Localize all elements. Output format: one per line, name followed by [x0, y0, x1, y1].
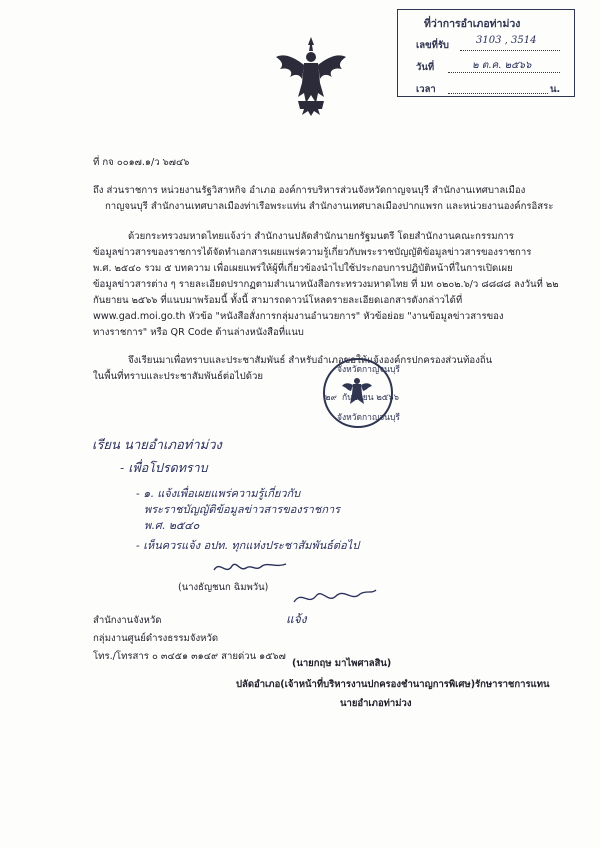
- handwritten-note: เรียน นายอำเภอท่าม่วง: [92, 438, 222, 453]
- seal-date-day: ๒๙: [325, 393, 337, 403]
- time-suffix: น.: [550, 84, 561, 95]
- received-number-value: 3103 , 3514: [476, 35, 537, 46]
- handwritten-note: พ.ศ. ๒๕๔๐: [144, 519, 200, 532]
- body-line: www.gad.moi.go.th หัวข้อ "หนังสือสั่งการกลุ่มงานอำนวยการ" หัวข้อย่อย "งานข้อมูลข่าวสารของ: [93, 311, 504, 322]
- date-label: วันที่: [416, 62, 435, 73]
- handwritten-note: - เพื่อโปรดทราบ: [120, 460, 208, 475]
- officer-title: ปลัดอำเภอ(เจ้าหน้าที่บริหารงานปกครองชำนาญการพิเศษ)รักษาราชการแทน: [236, 679, 550, 690]
- body-line: จึงเรียนมาเพื่อทราบและประชาสัมพันธ์ สำหรับอำเภอขอให้แจ้งองค์กรปกครองส่วนท้องถิ่น: [128, 355, 493, 366]
- seal-bottom-text: จังหวัดกาญจนบุรี: [337, 413, 400, 423]
- recipients-line-2: กาญจนบุรี สำนักงานเทศบาลเมืองท่าเรือพระแท่น สำนักงานเทศบาลเมืองปากแพรก และหน่วยงานองค์กรอิสระ: [105, 201, 554, 212]
- body-line: พ.ศ. ๒๕๔๐ รวม ๕ บทความ เพื่อเผยแพร่ให้ผู้ที่เกี่ยวข้องนำไปใช้ประกอบการปฏิบัติหน้าที่ในการเปิดเผย: [93, 263, 513, 274]
- signature-mark: [210, 556, 290, 578]
- body-line: กันยายน ๒๕๖๖ ที่แนบมาพร้อมนี้ ทั้งนี้ สามารถดาวน์โหลดรายละเอียดเอกสารดังกล่าวได้ที่: [93, 295, 463, 306]
- body-line: ทางราชการ" หรือ QR Code ด้านล่างหนังสือที่แนบ: [93, 327, 304, 338]
- footer-phone: โทร./โทรสาร ๐ ๓๔๕๑ ๓๑๔๙ สายด่วน ๑๕๖๗: [93, 651, 286, 662]
- garuda-emblem-icon: [274, 35, 348, 117]
- recipients-line-1: ถึง ส่วนราชการ หน่วยงานรัฐวิสาหกิจ อำเภอ องค์การบริหารส่วนจังหวัดกาญจนบุรี สำนักงานเทศบาลเมือง: [93, 185, 526, 196]
- officer-name: (นายกฤษ มาไพศาลสิน): [292, 658, 392, 669]
- received-stamp: [397, 9, 575, 97]
- body-line: ข้อมูลข่าวสารของราชการได้จัดทำเอกสารเผยแพร่ความรู้เกี่ยวกับพระราชบัญญัติข้อมูลข่าวสารของราชการ: [93, 247, 532, 258]
- body-line: ข้อมูลข่าวสารต่าง ๆ รายละเอียดปรากฏตามสำเนาหนังสือกระทรวงมหาดไทย ที่ มท ๐๒๐๒.๖/ว ๘๘๘๘ ลงวันที่ ๒๒: [93, 279, 559, 290]
- officer-position: นายอำเภอท่าม่วง: [340, 698, 412, 709]
- received-number-label: เลขที่รับ: [416, 40, 449, 51]
- date-value: ๒ ต.ค. ๒๕๖๖: [472, 60, 532, 71]
- stamp-title: ที่ว่าการอำเภอท่าม่วง: [424, 18, 521, 30]
- handwritten-note: พระราชบัญญัติข้อมูลข่าวสารของราชการ: [144, 503, 341, 516]
- officer-signature-mark: [290, 584, 380, 608]
- footer-office: สำนักงานจังหวัด: [93, 615, 162, 626]
- body-line: ในพื้นที่ทราบและประชาสัมพันธ์ต่อไปด้วย: [93, 371, 263, 382]
- footer-division: กลุ่มงานศูนย์ดำรงธรรมจังหวัด: [93, 633, 219, 644]
- handwritten-note: - เห็นควรแจ้ง อปท. ทุกแห่งประชาสัมพันธ์ต่อไป: [136, 539, 360, 552]
- seal-top-text: จังหวัดกาญจนบุรี: [337, 365, 400, 375]
- time-label: เวลา: [416, 84, 436, 95]
- document-number: ที่ กจ ๐๐๑๗.๑/ว ๖๗๔๖: [93, 157, 190, 168]
- body-line: ด้วยกระทรวงมหาดไทยแจ้งว่า สำนักงานปลัดสำนักนายกรัฐมนตรี โดยสำนักงานคณะกรรมการ: [128, 231, 514, 242]
- handwritten-right-note: แจ้ง: [286, 612, 307, 626]
- handwritten-note: - ๑. แจ้งเพื่อเผยแพร่ความรู้เกี่ยวกับ: [136, 487, 301, 500]
- seal-date-month-year: กันยายน ๒๕๖๖: [342, 393, 400, 403]
- official-name: (นางธัญชนก ฉิมพวัน): [178, 582, 269, 593]
